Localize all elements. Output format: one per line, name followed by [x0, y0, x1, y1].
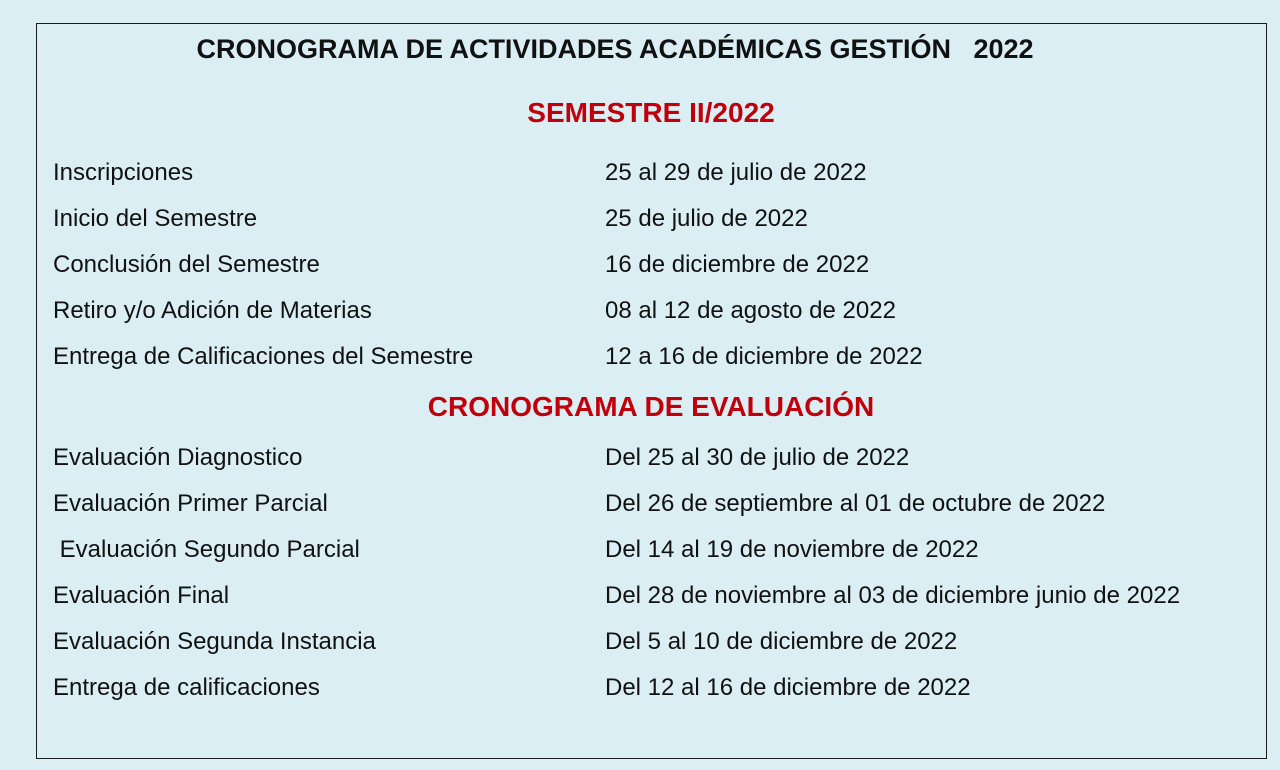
evaluation-heading: CRONOGRAMA DE EVALUACIÓN	[427, 391, 875, 422]
activity-label: Inicio del Semestre	[53, 205, 258, 232]
activity-date: Del 12 al 16 de diciembre de 2022	[605, 674, 971, 701]
activity-label: Retiro y/o Adición de Materias	[53, 297, 372, 324]
activity-date: Del 14 al 19 de noviembre de 2022	[605, 536, 979, 563]
activity-label: Evaluación Segunda Instancia	[53, 628, 376, 655]
activity-date: Del 25 al 30 de julio de 2022	[605, 444, 910, 471]
activity-label: Evaluación Segundo Parcial	[53, 536, 360, 563]
activity-date: 25 de julio de 2022	[605, 205, 808, 232]
activity-label: Entrega de calificaciones	[53, 674, 320, 701]
activity-label: Entrega de Calificaciones del Semestre	[53, 343, 474, 370]
activity-date: Del 26 de septiembre al 01 de octubre de 2022	[605, 490, 1106, 517]
activity-date: 25 al 29 de julio de 2022	[605, 159, 867, 186]
activity-label: Evaluación Diagnostico	[53, 444, 303, 471]
activity-label: Inscripciones	[53, 159, 194, 186]
activity-label: Evaluación Final	[53, 582, 230, 609]
semester-heading: SEMESTRE II/2022	[527, 97, 775, 128]
activity-date: Del 28 de noviembre al 03 de diciembre junio de 2022	[605, 582, 1181, 609]
activity-date: 08 al 12 de agosto de 2022	[605, 297, 896, 324]
activity-date: Del 5 al 10 de diciembre de 2022	[605, 628, 958, 655]
activity-label: Evaluación Primer Parcial	[53, 490, 328, 517]
activity-date: 16 de diciembre de 2022	[605, 251, 870, 278]
activity-label: Conclusión del Semestre	[53, 251, 320, 278]
activity-date: 12 a 16 de diciembre de 2022	[605, 343, 923, 370]
document-title: CRONOGRAMA DE ACTIVIDADES ACADÉMICAS GESTIÓN 2022	[196, 34, 1034, 64]
